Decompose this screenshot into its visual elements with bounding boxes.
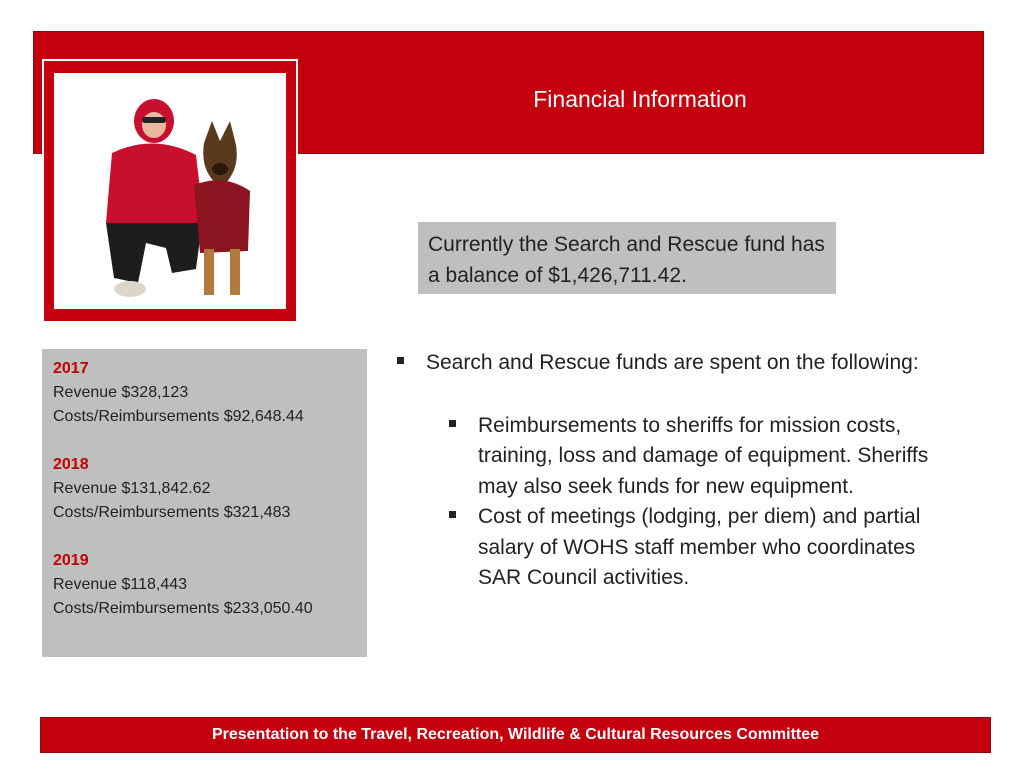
year-revenue: Revenue $131,842.62 xyxy=(53,480,211,497)
sub-bullet-text: Reimbursements to sheriffs for mission costs, training, loss and damage of equipment. Sheriffs may also seek funds for new equipment. xyxy=(478,413,929,498)
footer-text: Presentation to the Travel, Recreation, Wildlife & Cultural Resources Committee xyxy=(211,726,820,743)
year-costs: Costs/Reimbursements $92,648.44 xyxy=(53,408,304,425)
goggles-shape xyxy=(142,117,166,123)
dog-vest xyxy=(194,180,250,253)
sub-bullet-text: Cost of meetings (lodging, per diem) and partial salary of WOHS staff member who coordinates SAR Council activities. xyxy=(478,505,921,589)
bullet-text: Search and Rescue funds are spent on the following: xyxy=(426,351,919,374)
year-costs: Costs/Reimbursements $321,483 xyxy=(53,504,291,521)
year-label: 2018 xyxy=(53,456,89,473)
year-revenue: Revenue $118,443 xyxy=(53,576,188,593)
sub-bullet xyxy=(444,411,932,503)
dog-leg-front xyxy=(204,249,214,295)
year-costs: Costs/Reimbursements $233,050.40 xyxy=(53,600,313,617)
balance-callout: Currently the Search and Rescue fund has a balance of $1,426,711.42. xyxy=(418,222,836,294)
face-shape xyxy=(142,112,166,138)
year-group-2019 xyxy=(53,549,356,621)
footer-band xyxy=(40,717,991,753)
year-label: 2019 xyxy=(53,552,89,569)
year-group-2017 xyxy=(53,357,356,429)
square-bullet-icon xyxy=(397,357,404,364)
photo-frame xyxy=(42,59,298,323)
square-bullet-icon xyxy=(449,511,456,518)
year-group-2018 xyxy=(53,453,356,525)
bullet-main xyxy=(392,348,932,379)
rescuer-with-dog-photo xyxy=(54,73,286,309)
spending-bullets xyxy=(392,348,932,594)
jacket-shape xyxy=(106,143,204,229)
boot-left xyxy=(114,281,146,297)
sub-bullet xyxy=(444,502,932,594)
year-revenue: Revenue $328,123 xyxy=(53,384,189,401)
dog-muzzle xyxy=(212,163,228,175)
page-title: Financial Information xyxy=(533,86,747,112)
dog-head xyxy=(203,121,237,185)
year-label: 2017 xyxy=(53,360,89,377)
yearly-financials-panel xyxy=(42,349,367,657)
dog-leg-back xyxy=(230,249,240,295)
pants-shape xyxy=(106,223,202,283)
square-bullet-icon xyxy=(449,420,456,427)
sub-bullet-list xyxy=(392,411,932,594)
rescuer-dog-illustration xyxy=(54,73,286,309)
